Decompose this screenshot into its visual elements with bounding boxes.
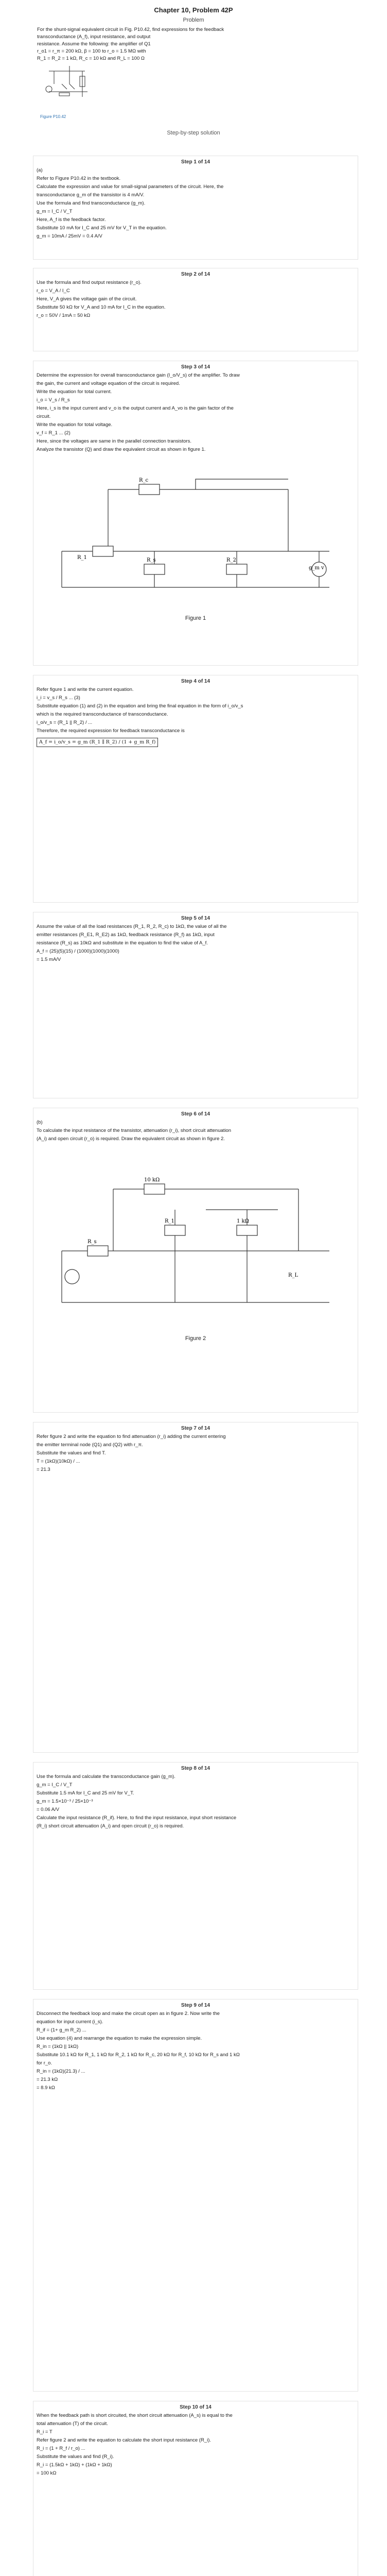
- step-card: [33, 1108, 358, 1413]
- step-title: Step 2 of 14: [181, 272, 210, 277]
- step-line: r_o = V_A / I_C: [37, 288, 70, 294]
- step-card: [33, 912, 358, 1098]
- step-line: Use the formula and calculate the transconductance gain (g_m).: [37, 1774, 175, 1780]
- step-body: [33, 2010, 358, 2092]
- step-line: Analyze the transistor (Q) and draw the equivalent circuit as shown in figure 1.: [37, 447, 206, 452]
- step-line: (a): [37, 167, 43, 173]
- problem-line: transconductance (A_f), input resistance, and output: [37, 34, 151, 40]
- circuit-diagram: [41, 459, 350, 613]
- step-line: the gain, the current and voltage equation of the circuit is required.: [37, 381, 180, 386]
- step-line: g_m = I_C / V_T: [37, 1782, 73, 1788]
- step-line: (R_i) short circuit attenuation (A_i) and open circuit (r_o) is required.: [37, 1823, 184, 1829]
- step-line: v_f = R_1 ... (2): [37, 430, 71, 436]
- result-box: A_f = i_o/v_s = g_m (R_1 ∥ R_2) / (1 + g_m R_f): [37, 738, 158, 747]
- circuit-label: R_s: [147, 557, 156, 563]
- step-line: Refer figure 2 and write the equation to find attenuation (r_i) adding the current entering: [37, 1434, 226, 1439]
- resistor: [139, 484, 160, 495]
- step-title: Step 10 of 14: [180, 2404, 212, 2410]
- step-line: Refer figure 1 and write the current equation.: [37, 687, 134, 692]
- step-line: R_i = T: [37, 2429, 52, 2435]
- step-line: the emitter terminal node (Q1) and (Q2) with r_π.: [37, 1442, 143, 1448]
- step-title: Step 7 of 14: [181, 1426, 210, 1431]
- step-card: [33, 1422, 358, 1753]
- figure-label: Figure 1: [185, 615, 206, 621]
- step-line: Refer to Figure P10.42 in the textbook.: [37, 176, 121, 181]
- step-line: Substitute the values and find (R_i).: [37, 2454, 114, 2460]
- circuit-label: 10 kΩ: [144, 1177, 160, 1183]
- step-card: [33, 1762, 358, 1990]
- problem-line: r_o1 = r_π = 200 kΩ, β = 100 to r_o = 1.5 MΩ with: [37, 48, 146, 54]
- problem-heading: Problem: [183, 17, 204, 23]
- resistor: [144, 564, 165, 574]
- step-body: [33, 686, 358, 747]
- step-line: g_m = 10mA / 25mV = 0.4 A/V: [37, 233, 102, 239]
- step-body: [33, 1773, 358, 1830]
- figure-label: Figure 2: [185, 1335, 206, 1342]
- step-title: Step 5 of 14: [181, 916, 210, 921]
- step-line: Substitute 10 mA for I_C and 25 mV for V_T in the equation.: [37, 225, 167, 231]
- resistor: [237, 1225, 257, 1235]
- resistor: [165, 1225, 185, 1235]
- step-card: [33, 2401, 358, 2576]
- step-line: Assume the value of all the load resistances (R_1, R_2, R_c) to 1kΩ, the value of all the: [37, 924, 227, 929]
- circuit-label: 1 kΩ: [237, 1218, 249, 1224]
- step-line: Disconnect the feedback loop and make the circuit open as in figure 2. Now write the: [37, 2011, 220, 2016]
- resistor: [144, 1184, 165, 1194]
- circuit-label: g_m v: [309, 565, 324, 571]
- step-line: emitter resistances (R_E1, R_E2) as 1kΩ, feedback resistance (R_f) as 1kΩ, input: [37, 932, 215, 938]
- step-line: Therefore, the required expression for feedback transconductance is: [37, 728, 185, 734]
- step-line: Calculate the input resistance (R_if). Here, to find the input resistance, input short resistance: [37, 1815, 237, 1821]
- step-line: Here, V_A gives the voltage gain of the circuit.: [37, 296, 137, 302]
- step-line: g_m = I_C / V_T: [37, 209, 73, 214]
- step-line: Substitute the values and find T.: [37, 1450, 106, 1456]
- resistor: [87, 1246, 108, 1256]
- figure-caption: Figure P10.42: [40, 114, 66, 119]
- step-line: i_o = V_s / R_s: [37, 397, 70, 403]
- circuit-label: R_s: [87, 1239, 97, 1245]
- problem-line: R_1 = R_2 = 1 kΩ, R_c = 10 kΩ and R_L = 100 Ω: [37, 56, 145, 61]
- step-line: Write the equation for total voltage.: [37, 422, 113, 428]
- circuit-diagram: [41, 1148, 350, 1333]
- step-line: (b): [37, 1120, 43, 1125]
- step-title: Step 4 of 14: [181, 679, 210, 684]
- step-line: Here, i_s is the input current and v_o is the output current and A_vo is the gain factor of the: [37, 405, 234, 411]
- step-line: R_i = (1.5kΩ + 1kΩ) + (1kΩ + 1kΩ): [37, 2462, 112, 2468]
- step-card: [33, 361, 358, 666]
- step-line: R_i = (1 + R_f / r_o) ...: [37, 2446, 85, 2451]
- step-card: [33, 156, 358, 260]
- step-line: which is the required transconductance of transconductance.: [37, 711, 168, 717]
- step-line: = 8.9 kΩ: [37, 2085, 55, 2091]
- step-title: Step 1 of 14: [181, 159, 210, 165]
- step-title: Step 9 of 14: [181, 2003, 210, 2008]
- step-line: T = (1kΩ)(10kΩ) / ...: [37, 1459, 80, 1464]
- step-line: Use the formula and find output resistance (r_o).: [37, 280, 142, 285]
- step-line: equation for input current (i_s).: [37, 2019, 103, 2025]
- step-body: [33, 279, 358, 319]
- step-line: g_m = 1.5×10⁻³ / 25×10⁻³: [37, 1799, 93, 1804]
- step-line: A_f = (25)(5)(15) / (1000)(1000)(1000): [37, 948, 119, 954]
- circuit-label: R_1: [77, 555, 87, 561]
- problem-line: resistance. Assume the following: the amplifier of Q1: [37, 41, 151, 47]
- step-line: = 100 kΩ: [37, 2470, 57, 2476]
- step-body: [33, 923, 358, 963]
- step-title: Step 8 of 14: [181, 1766, 210, 1771]
- step-line: = 0.06 A/V: [37, 1807, 60, 1812]
- problem-text: [37, 27, 356, 63]
- problem-line: For the shunt-signal equivalent circuit in Fig. P10.42, find expressions for the feedback: [37, 27, 224, 32]
- step-line: Substitute 1.5 mA for I_C and 25 mV for V_T.: [37, 1790, 134, 1796]
- step-line: R_in = (1kΩ || 1kΩ): [37, 2044, 79, 2049]
- step-line: Substitute 10.1 kΩ for R_1, 1 kΩ for R_2, 1 kΩ for R_c, 20 kΩ for R_f, 10 kΩ for R_s and 1 kΩ: [37, 2052, 240, 2058]
- step-line: (A_i) and open circuit (r_o) is required. Draw the equivalent circuit as shown in figure 2.: [37, 1136, 225, 1142]
- step-line: i_i = v_s / R_s ... (3): [37, 695, 80, 701]
- step-body: [33, 167, 358, 240]
- step-line: = 1.5 mA/V: [37, 957, 61, 962]
- step-line: resistance (R_s) as 10kΩ and substitute in the equation to find the value of A_f.: [37, 940, 208, 946]
- step-line: Substitute equation (1) and (2) in the equation and bring the final equation in the form of i_o/v_s: [37, 703, 243, 709]
- step-title: Step 6 of 14: [181, 1111, 210, 1117]
- step-body: [33, 2412, 358, 2477]
- step-title: Step 3 of 14: [181, 364, 210, 370]
- step-line: Use equation (4) and rearrange the equation to make the expression simple.: [37, 2036, 202, 2041]
- circuit-label: R_1: [165, 1218, 174, 1224]
- step-line: = 21.3 kΩ: [37, 2077, 58, 2082]
- step-line: Here, A_f is the feedback factor.: [37, 217, 106, 223]
- step-line: R_in = (1kΩ)(21.3) / ...: [37, 2069, 85, 2074]
- step-line: for r_o.: [37, 2060, 52, 2066]
- step-line: transconductance g_m of the transistor is 4 mA/V.: [37, 192, 145, 198]
- step-line: = 21.3: [37, 1467, 50, 1472]
- resistor: [226, 564, 247, 574]
- resistor: [93, 546, 113, 556]
- step-line: circuit.: [37, 414, 51, 419]
- step-line: r_o = 50V / 1mA = 50 kΩ: [37, 313, 91, 318]
- step-line: Use the formula and find transconductance (g_m).: [37, 200, 146, 206]
- circuit-label: R_L: [288, 1273, 298, 1278]
- step-card: [33, 1999, 358, 2392]
- step-body: [33, 1433, 358, 1473]
- step-line: Here, since the voltages are same in the parallel connection transistors.: [37, 438, 191, 444]
- problem-circuit-figure: [39, 61, 95, 112]
- circuit-label: R_2: [226, 557, 236, 563]
- step-line: Refer figure 2 and write the equation to calculate the short input resistance (R_i).: [37, 2437, 212, 2443]
- step-body: [33, 372, 358, 621]
- step-line: R_if = (1+ g_m R_2) ...: [37, 2027, 86, 2033]
- circuit-label: R_c: [139, 478, 149, 483]
- step-line: i_o/v_s = (R_1 || R_2) / ...: [37, 720, 93, 725]
- source: [65, 1269, 79, 1284]
- step-line: When the feedback path is short circuited, the short circuit attenuation (A_s) is equal to the: [37, 2413, 233, 2418]
- step-card: [33, 268, 358, 351]
- step-line: Substitute 50 kΩ for V_A and 10 mA for I_C in the equation.: [37, 304, 166, 310]
- step-line: Calculate the expression and value for small-signal parameters of the circuit. Here, the: [37, 184, 224, 190]
- step-line: total attenuation (T) of the circuit.: [37, 2421, 108, 2427]
- step-body: [33, 1119, 358, 1342]
- step-card: [33, 675, 358, 903]
- page-title: Chapter 10, Problem 42P: [154, 6, 233, 14]
- solution-label: Step-by-step solution: [167, 130, 220, 136]
- step-line: Write the equation for total current.: [37, 389, 112, 395]
- step-line: To calculate the input resistance of the transistor, attenuation (r_i), short circuit attenuation: [37, 1128, 232, 1133]
- step-line: Determine the expression for overall transconductance gain (I_o/V_s) of the amplifier. To draw: [37, 372, 240, 378]
